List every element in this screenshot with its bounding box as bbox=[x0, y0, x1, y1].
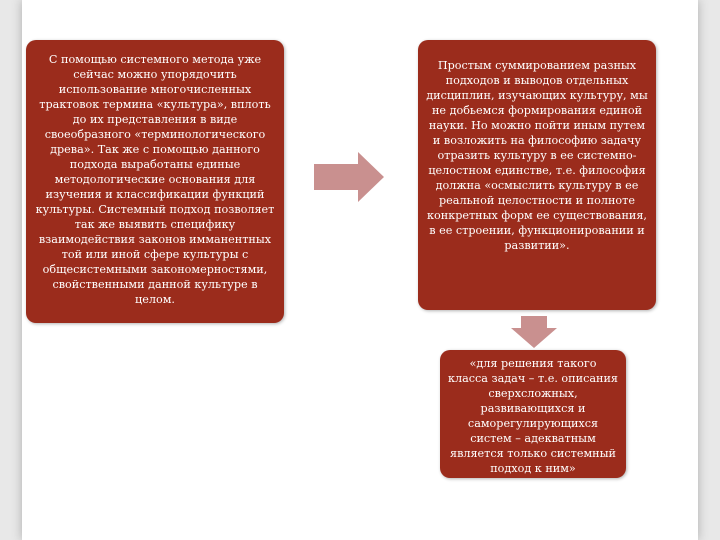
arrow-down-icon bbox=[509, 316, 559, 348]
bottom-quote-box: «для решения такого класса задач – т.е. описания сверхсложных, развивающихся и саморегулирующихся систем – адекватным является только системный подход к ним» bbox=[440, 350, 626, 478]
right-text-box: Простым суммированием разных подходов и выводов отдельных дисциплин, изучающих культуру, мы не добьемся формирования единой науки. Но можно пойти иным путем и возложить на философию задачу отразить культуру в ее системно-целостном единстве, т.е. философия должна «осмыслить культуру в ее реальной целостности и полноте конкретных форм ее существования, в ее строении, функционировании и развитии». bbox=[418, 40, 656, 310]
left-text-box: С помощью системного метода уже сейчас можно упорядочить использование многочисленных трактовок термина «культура», вплоть до их представления в виде своеобразного «терминологического древа». Так же с помощью данного подхода выработаны единые методологические основания для изучения и классификации функций культуры. Системный подход позволяет так же выявить специфику взаимодействия законов имманентных той или иной сфере культуры с общесистемными закономерностями, свойственными данной культуре в целом. bbox=[26, 40, 284, 323]
slide bbox=[22, 0, 698, 540]
arrow-right-icon bbox=[314, 152, 386, 202]
